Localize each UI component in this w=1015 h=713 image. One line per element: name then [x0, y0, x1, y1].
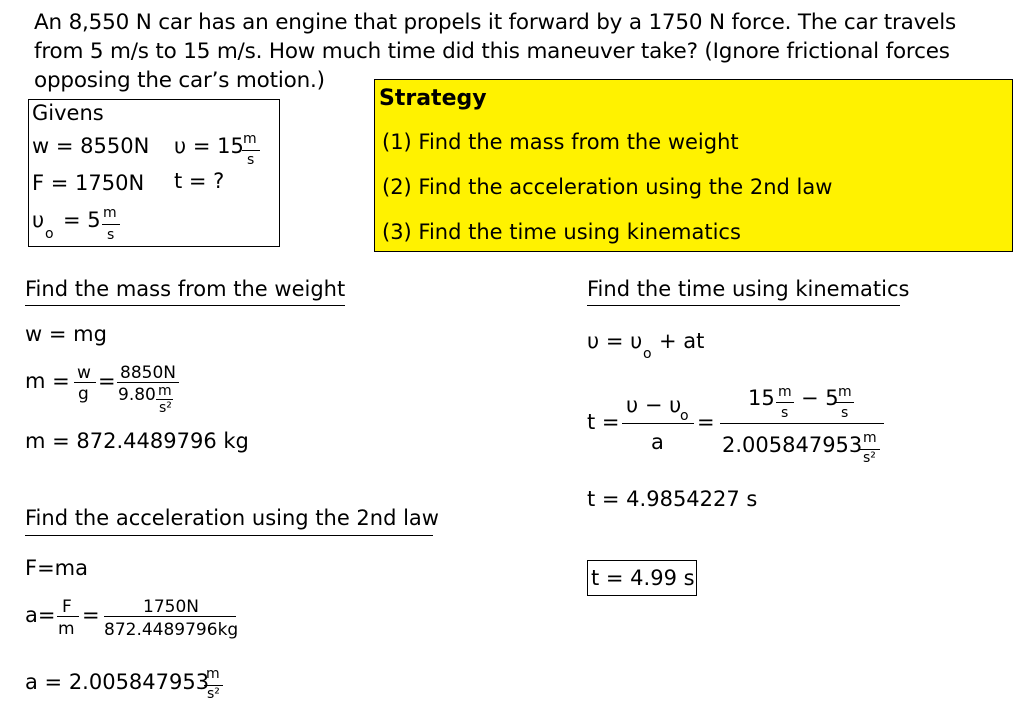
given-v0-symbol: υ	[32, 208, 45, 232]
given-force: F = 1750N	[32, 171, 145, 195]
accel-frac1-num: F	[62, 597, 72, 617]
accel-eq-sign: =	[82, 603, 100, 627]
mass-result: m = 872.4489796 kg	[25, 429, 249, 453]
given-velocity: υ = 15	[174, 134, 244, 158]
mass-heading-rule	[25, 305, 345, 306]
time-frac1-bar	[622, 423, 694, 424]
mass-frac1-bar	[74, 382, 96, 383]
time-frac2-num-a-unit-bar	[776, 402, 794, 403]
time-frac2-num-b-unit-bar	[836, 402, 854, 403]
time-frac2-num-a-unit-den: s	[781, 405, 789, 421]
given-v0-sub: o	[45, 226, 54, 242]
accel-frac2-bar	[104, 616, 236, 617]
strategy-step-2: (2) Find the acceleration using the 2nd law	[382, 175, 833, 199]
accel-heading: Find the acceleration using the 2nd law	[25, 506, 439, 530]
time-frac2-den-unit-den: s²	[863, 450, 876, 466]
mass-frac2-den-unit-den: s²	[159, 400, 172, 416]
mass-eq-sign: =	[98, 369, 116, 393]
time-frac2-den-unit-num: m	[863, 430, 877, 446]
time-result: t = 4.9854227 s	[587, 487, 758, 511]
problem-line-3: opposing the car’s motion.)	[34, 68, 325, 93]
accel-frac2-num: 1750N	[143, 597, 199, 617]
problem-line-2: from 5 m/s to 15 m/s. How much time did this maneuver take? (Ignore frictional forces	[34, 39, 950, 64]
given-v0-unit-num: m	[103, 205, 117, 221]
accel-heading-rule	[25, 535, 433, 536]
givens-title: Givens	[32, 101, 104, 125]
time-frac2-num-b-unit-num: m	[838, 384, 852, 400]
accel-frac1-den: m	[58, 619, 75, 639]
given-v0-unit-bar	[102, 224, 120, 225]
time-eq-t: t =	[587, 410, 620, 434]
given-weight: w = 8550N	[32, 134, 150, 158]
given-velocity-unit-bar	[242, 150, 260, 151]
strategy-step-3: (3) Find the time using kinematics	[382, 220, 741, 244]
accel-eq-newton: F=ma	[25, 556, 88, 580]
given-velocity-unit-den: s	[247, 152, 255, 168]
time-heading: Find the time using kinematics	[587, 277, 910, 301]
strategy-title: Strategy	[379, 86, 487, 111]
mass-heading: Find the mass from the weight	[25, 277, 346, 301]
time-frac2-bar	[720, 423, 884, 424]
accel-result-unit-den: s²	[207, 686, 220, 702]
mass-eq-m: m =	[25, 369, 70, 393]
time-frac2-num-b-unit-den: s	[841, 405, 849, 421]
final-answer: t = 4.99 s	[591, 566, 695, 590]
accel-result-unit-num: m	[206, 666, 220, 682]
given-v0-unit-den: s	[107, 227, 115, 243]
mass-frac1-num: w	[77, 363, 91, 383]
given-v0-value: = 5	[63, 208, 101, 232]
time-heading-rule	[587, 305, 900, 306]
accel-frac1-bar	[57, 616, 79, 617]
time-frac2-num-a: 15	[748, 386, 775, 410]
time-eq1-rhs: + at	[659, 329, 705, 353]
time-frac1-den: a	[651, 430, 664, 454]
mass-frac2-den-value: 9.80	[118, 385, 156, 405]
accel-result: a = 2.005847953	[25, 670, 210, 694]
time-frac2-num-b: − 5	[801, 386, 839, 410]
given-time: t = ?	[174, 169, 225, 193]
strategy-step-1: (1) Find the mass from the weight	[382, 130, 739, 154]
problem-line-1: An 8,550 N car has an engine that propels it forward by a 1750 N force. The car travels	[34, 10, 956, 35]
time-eq1-sub: o	[643, 346, 652, 362]
accel-frac2-den: 872.4489796kg	[104, 620, 239, 640]
mass-eq-weight: w = mg	[25, 322, 107, 346]
given-velocity-unit-num: m	[243, 131, 257, 147]
mass-frac2-den-unit-num: m	[158, 383, 172, 399]
time-frac1-num-sub: o	[680, 408, 689, 424]
time-frac2-den: 2.005847953	[722, 433, 863, 457]
mass-frac1-den: g	[78, 384, 89, 404]
time-eq1-lhs: υ = υ	[587, 329, 643, 353]
time-eq-sign: =	[697, 410, 715, 434]
mass-frac2-num: 8850N	[120, 363, 176, 383]
accel-eq-a: a=	[25, 603, 56, 627]
time-frac2-num-a-unit-num: m	[778, 384, 792, 400]
time-frac1-num: υ − υ	[626, 393, 682, 417]
